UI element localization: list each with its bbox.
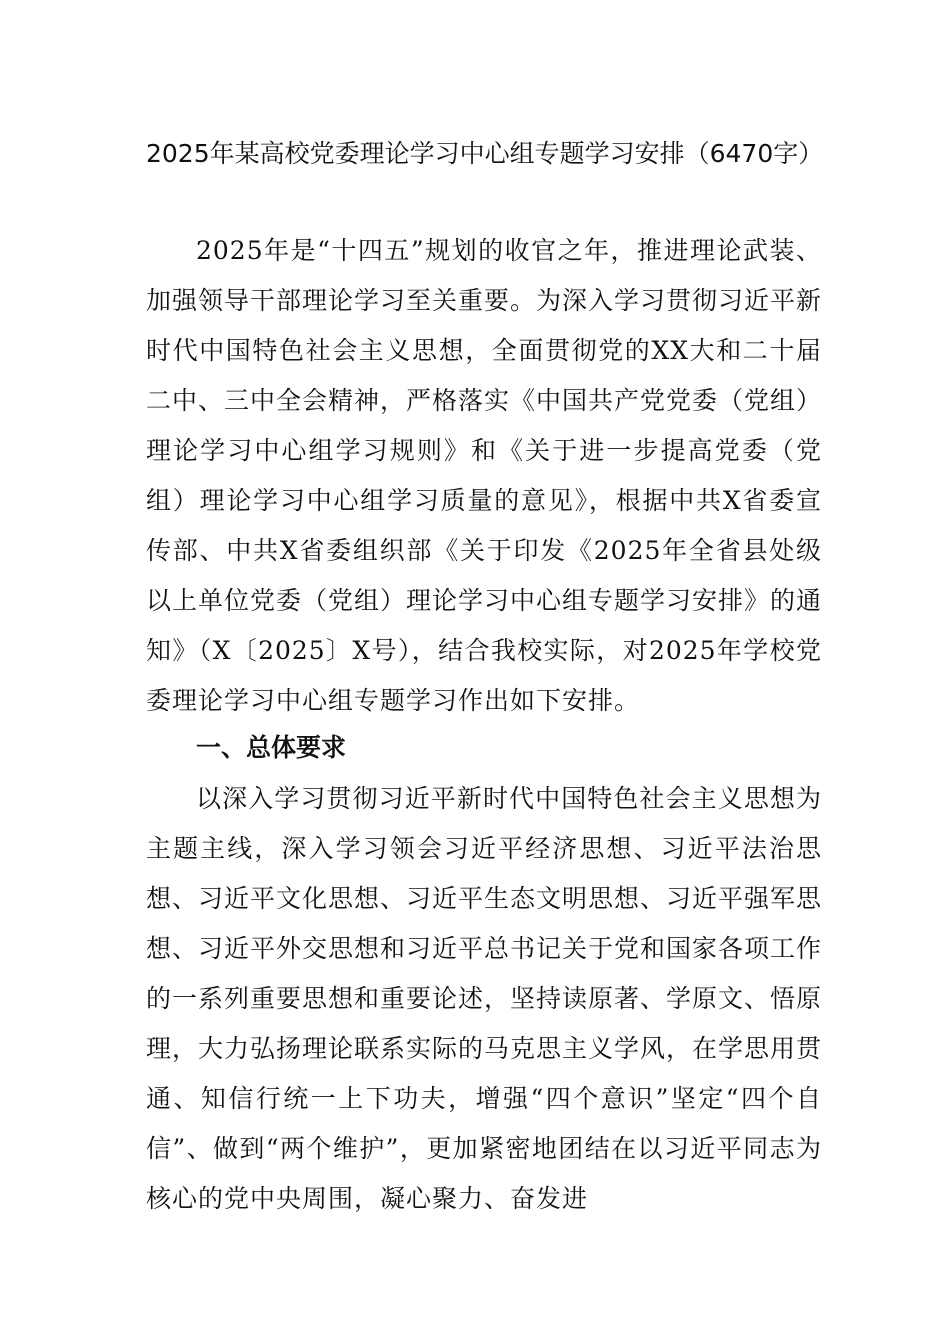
intro-paragraph: 2025年是“十四五”规划的收官之年，推进理论武装、加强领导干部理论学习至关重要。为深入学习贯彻习近平新时代中国特色社会主义思想，全面贯彻党的XX大和二十届二中、三中全会精神，严格落实《中国共产党党委（党组）理论学习中心组学习规则》和《关于进一步提高党委（党组）理论学习中心组学习质量的意见》，根据中共X省委宣传部、中共X省委组织部《关于印发《2025年全省县处级以上单位党委（党组）理论学习中心组专题学习安排》的通知》（X〔2025〕X号），结合我校实际，对2025年学校党委理论学习中心组专题学习作出如下安排。	[146, 236, 823, 715]
document-title: 2025年某高校党委理论学习中心组专题学习安排（6470字）	[146, 139, 824, 168]
section-heading: 一、总体要求	[196, 733, 347, 762]
requirements-paragraph: 以深入学习贯彻习近平新时代中国特色社会主义思想为主题主线，深入学习领会习近平经济思想、习近平法治思想、习近平文化思想、习近平生态文明思想、习近平强军思想、习近平外交思想和习近平总书记关于党和国家各项工作的一系列重要思想和重要论述，坚持读原著、学原文、悟原理，大力弘扬理论联系实际的马克思主义学风，在学思用贯通、知信行统一上下功夫，增强“四个意识”坚定“四个自信”、做到“两个维护”，更加紧密地团结在以习近平同志为核心的党中央周围，凝心聚力、奋发进	[146, 784, 823, 1213]
